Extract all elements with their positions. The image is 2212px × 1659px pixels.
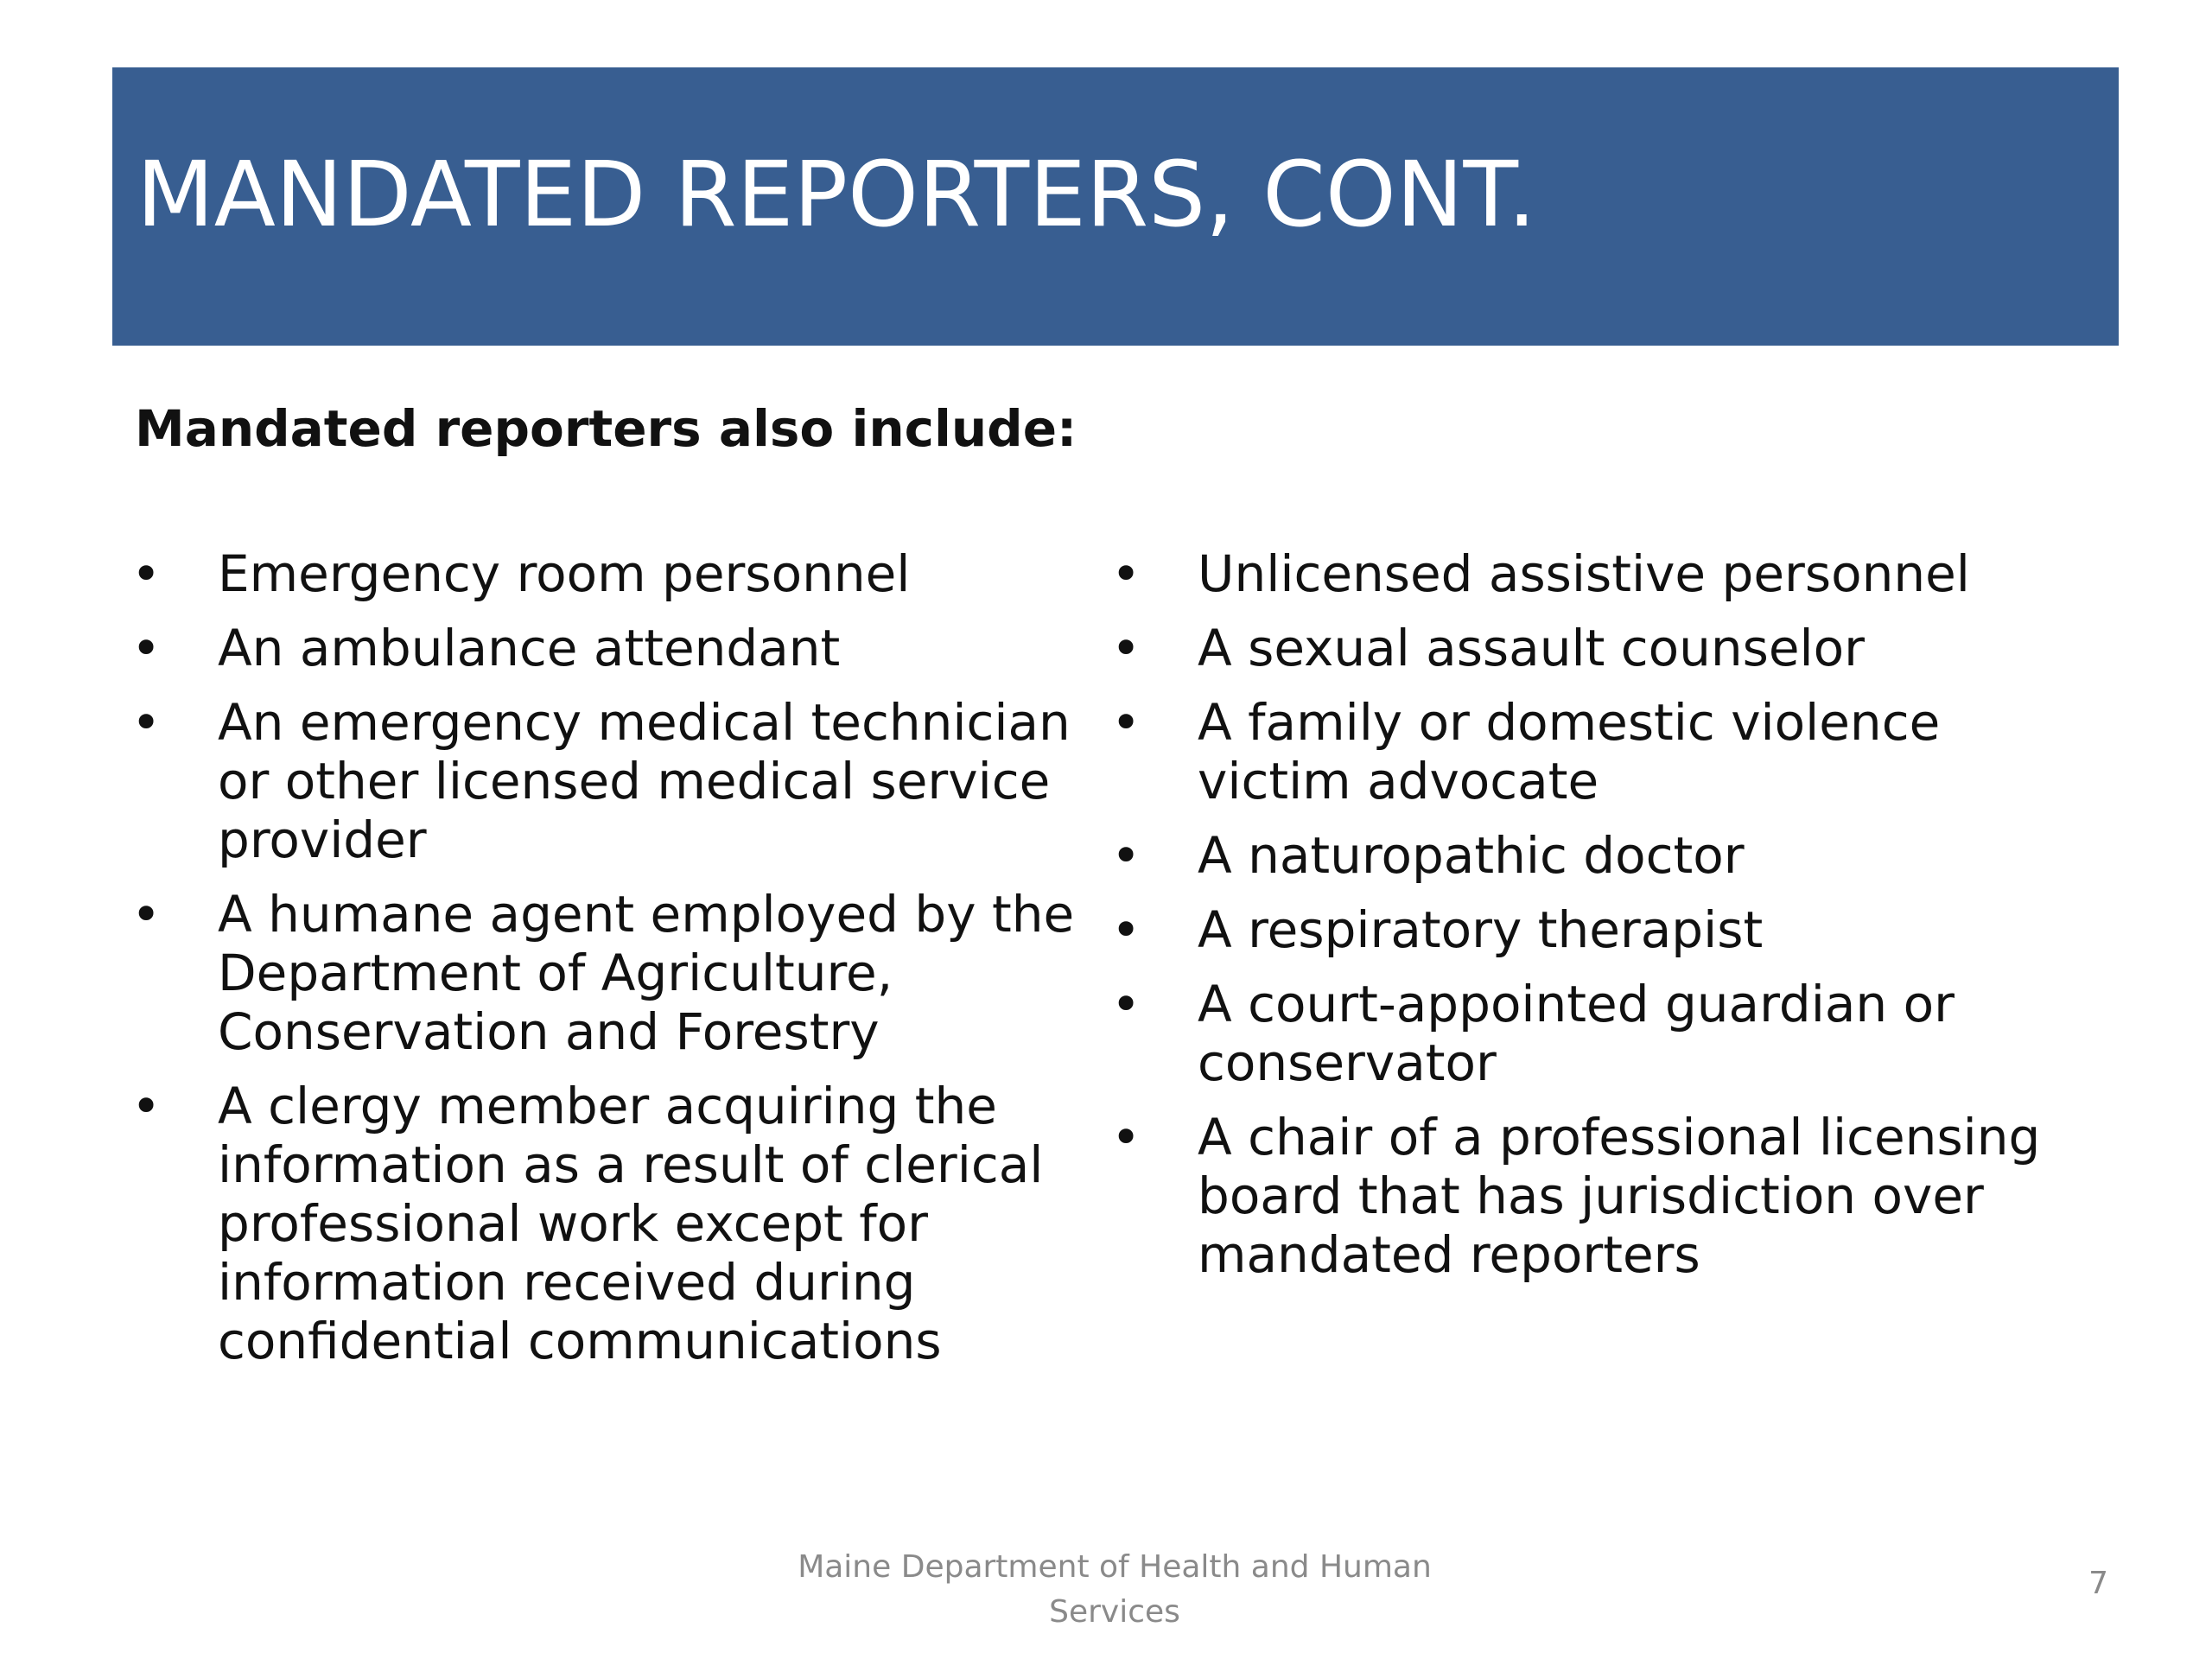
list-item-text: A humane agent employed by the Department of Agriculture, Conservation and Forestry	[218, 885, 1075, 1061]
list-item-text: A respiratory therapist	[1198, 900, 1764, 959]
list-item	[1111, 900, 2096, 959]
list-item	[1111, 693, 2096, 810]
list-item	[131, 693, 1099, 869]
list-item	[1111, 619, 2096, 677]
bullet-icon: •	[131, 693, 162, 752]
right-bullet-list	[1111, 544, 2096, 1300]
bullet-icon: •	[1111, 1108, 1141, 1166]
left-bullet-list	[131, 544, 1099, 1386]
list-item	[1111, 544, 2096, 603]
list-item	[131, 544, 1099, 603]
page-number: 7	[2088, 1566, 2108, 1601]
bullet-icon: •	[1111, 619, 1141, 677]
list-item-text: A family or domestic violence victim advocate	[1198, 693, 1941, 810]
list-item	[131, 885, 1099, 1061]
bullet-icon: •	[1111, 544, 1141, 603]
list-item-text: A sexual assault counselor	[1198, 619, 1865, 677]
list-item-text: A clergy member acquiring the information as a result of clerical professional work except for information received during confidential communications	[218, 1077, 1044, 1370]
list-item-text: An ambulance attendant	[218, 619, 841, 677]
bullet-icon: •	[1111, 975, 1141, 1033]
bullet-icon: •	[1111, 693, 1141, 752]
list-item-text: A chair of a professional licensing board that has jurisdiction over mandated reporters	[1198, 1108, 2041, 1284]
intro-heading: Mandated reporters also include:	[135, 399, 1077, 458]
bullet-icon: •	[131, 885, 162, 944]
list-item-text: Emergency room personnel	[218, 544, 911, 603]
slide-title: MANDATED REPORTERS, CONT.	[137, 142, 1536, 247]
bullet-icon: •	[1111, 900, 1141, 959]
bullet-icon: •	[131, 619, 162, 677]
bullet-icon: •	[1111, 826, 1141, 885]
list-item	[1111, 826, 2096, 885]
list-item	[131, 619, 1099, 677]
list-item	[1111, 975, 2096, 1092]
list-item	[131, 1077, 1099, 1370]
bullet-icon: •	[131, 1077, 162, 1135]
list-item-text: Unlicensed assistive personnel	[1198, 544, 1970, 603]
list-item-text: A court-appointed guardian or conservator	[1198, 975, 1955, 1092]
title-bar	[112, 67, 2119, 346]
list-item-text: An emergency medical technician or other licensed medical service provider	[218, 693, 1071, 869]
footer-organization: Maine Department of Health and Human Services	[798, 1549, 1432, 1630]
list-item-text: A naturopathic doctor	[1198, 826, 1745, 885]
list-item	[1111, 1108, 2096, 1284]
bullet-icon: •	[131, 544, 162, 603]
